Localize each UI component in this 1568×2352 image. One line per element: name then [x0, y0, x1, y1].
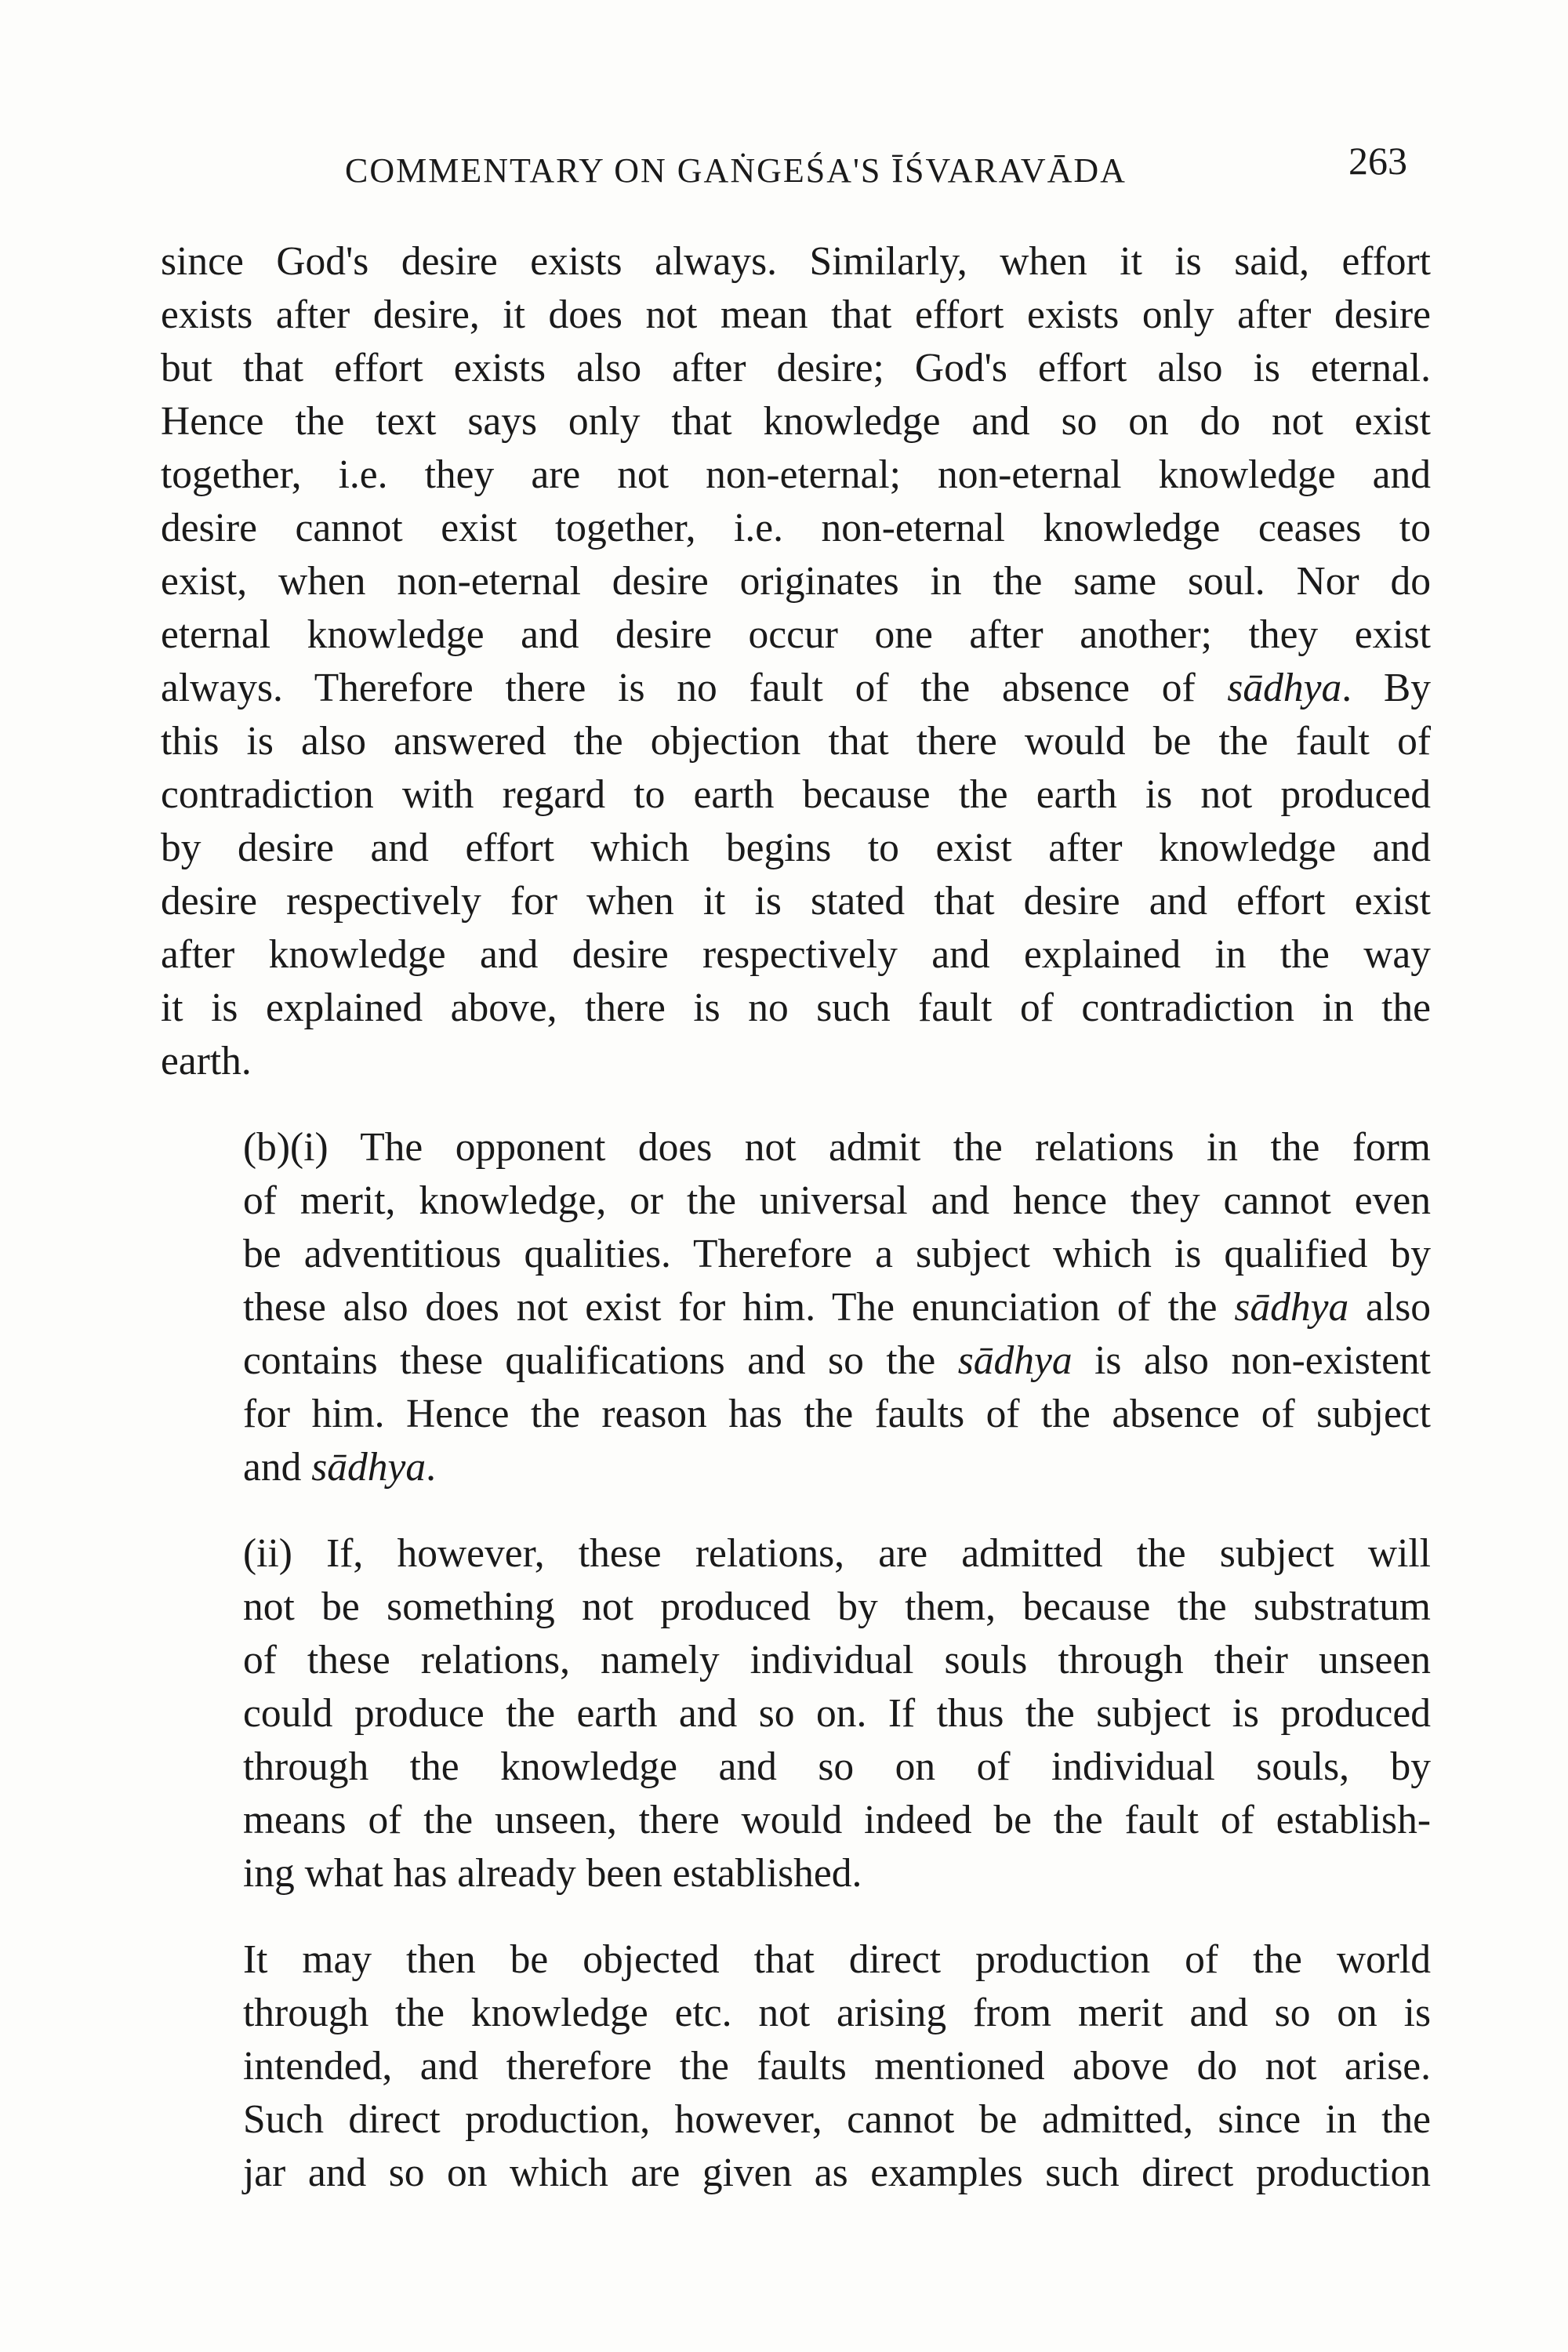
line: contains these qualifications and so the sādhya is also non-existent	[243, 1338, 1431, 1383]
line: and sādhya.	[243, 1445, 437, 1490]
line: for him. Hence the reason has the faults of the absence of subject	[243, 1392, 1431, 1436]
line: Hence the text says only that knowledge and so on do not exist	[161, 399, 1431, 444]
italic-term: sādhya	[1227, 666, 1342, 710]
line: Such direct production, however, cannot be admitted, since in the	[243, 2097, 1431, 2142]
line: intended, and therefore the faults mentioned above do not arise.	[243, 2044, 1431, 2089]
line: of merit, knowledge, or the universal and hence they cannot even	[243, 1178, 1431, 1223]
line: by desire and effort which begins to exist after knowledge and	[161, 826, 1431, 870]
line: could produce the earth and so on. If thus the subject is produced	[243, 1691, 1431, 1736]
line: eternal knowledge and desire occur one after another; they exist	[161, 612, 1431, 657]
line: together, i.e. they are not non-eternal; non-eternal knowledge and	[161, 452, 1431, 497]
paragraph-2	[161, 1121, 1431, 1494]
line: It may then be objected that direct production of the world	[243, 1937, 1431, 1982]
italic-term: sādhya	[1234, 1285, 1349, 1330]
line: these also does not exist for him. The enunciation of the sādhya also	[243, 1285, 1431, 1330]
line: exists after desire, it does not mean that effort exists only after desire	[161, 292, 1431, 337]
line: always. Therefore there is no fault of the absence of sādhya. By	[161, 666, 1431, 710]
line: jar and so on which are given as examples such direct production	[243, 2151, 1431, 2195]
line: it is explained above, there is no such fault of contradiction in the	[161, 985, 1431, 1030]
paragraph-3	[161, 1527, 1431, 1900]
line: (b)(i) The opponent does not admit the relations in the form	[243, 1125, 1431, 1170]
paragraph-4	[161, 1933, 1431, 2200]
line: since God's desire exists always. Similarly, when it is said, effort	[161, 239, 1431, 284]
line: exist, when non-eternal desire originates in the same soul. Nor do	[161, 559, 1431, 604]
line: ing what has already been established.	[243, 1851, 862, 1896]
line: contradiction with regard to earth because the earth is not produced	[161, 772, 1431, 817]
line: this is also answered the objection that there would be the fault of	[161, 719, 1431, 764]
line: after knowledge and desire respectively and explained in the way	[161, 932, 1431, 977]
line: but that effort exists also after desire; God's effort also is eternal.	[161, 346, 1431, 390]
line: not be something not produced by them, because the substratum	[243, 1584, 1431, 1629]
line: desire cannot exist together, i.e. non-eternal knowledge ceases to	[161, 506, 1431, 550]
line: of these relations, namely individual souls through their unseen	[243, 1638, 1431, 1682]
page-number: 263	[1348, 139, 1407, 183]
italic-term: sādhya	[311, 1445, 426, 1490]
running-title: COMMENTARY ON GAṄGEŚA'S ĪŚVARAVĀDA	[345, 151, 1127, 190]
line: be adventitious qualities. Therefore a subject which is qualified by	[243, 1232, 1431, 1276]
line: earth.	[161, 1039, 252, 1083]
body-text	[161, 235, 1431, 2200]
line: through the knowledge etc. not arising from merit and so on is	[243, 1991, 1431, 2035]
italic-term: sādhya	[957, 1338, 1073, 1383]
line: means of the unseen, there would indeed be the fault of establish-	[243, 1798, 1431, 1842]
line: (ii) If, however, these relations, are admitted the subject will	[243, 1531, 1431, 1576]
line: desire respectively for when it is stated that desire and effort exist	[161, 879, 1431, 924]
paragraph-1	[161, 235, 1431, 1088]
line: through the knowledge and so on of individual souls, by	[243, 1744, 1431, 1789]
